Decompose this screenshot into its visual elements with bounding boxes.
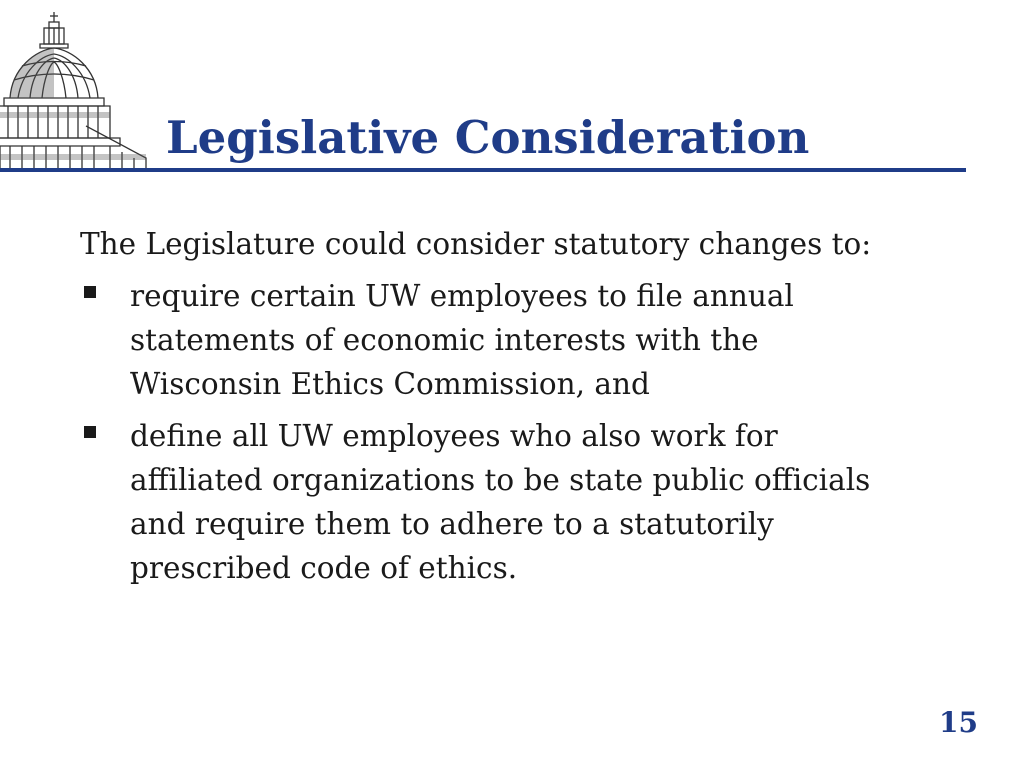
bullet-text: require certain UW employees to file annual statements of economic interests with the Wisconsin Ethics Commission, and: [130, 279, 794, 401]
slide-body: [80, 222, 880, 598]
bullet-text: define all UW employees who also work for affiliated organizations to be state public officials and require them to adhere to a statutorily prescribed code of ethics.: [130, 419, 871, 585]
square-bullet-icon: [84, 426, 96, 438]
bullet-item-public-officials: [80, 414, 880, 590]
title-underline: [0, 168, 966, 172]
slide-title: Legislative Consideration: [166, 111, 810, 164]
intro-text: The Legislature could consider statutory changes to:: [80, 227, 872, 261]
square-bullet-icon: [84, 286, 96, 298]
capitol-dome-icon: [0, 8, 150, 173]
bullet-list: [80, 274, 880, 590]
bullet-item-annual-statements: [80, 274, 880, 406]
page-number: 15: [939, 706, 978, 739]
